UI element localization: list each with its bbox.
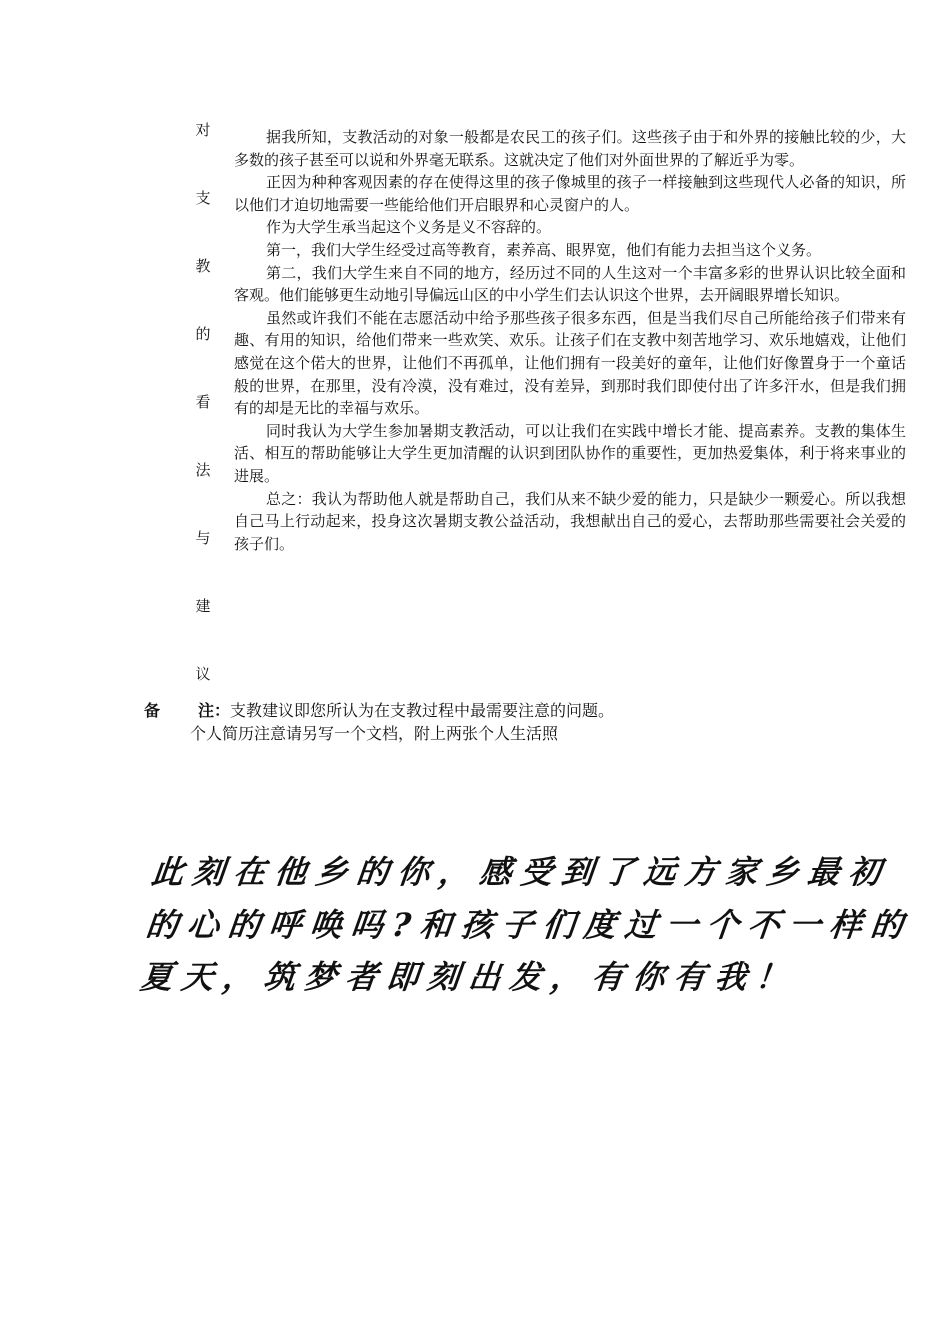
paragraph: 作为大学生承当起这个义务是义不容辞的。 <box>266 218 552 237</box>
side-label-char: 与 <box>195 529 211 547</box>
opinion-body <box>234 126 906 555</box>
side-label-char: 教 <box>195 257 211 275</box>
remark-text: 支教建议即您所认为在支教过程中最需要注意的问题。 <box>230 701 615 720</box>
slogan <box>138 846 914 1004</box>
slogan-line: 此刻在他乡的你，感受到了远方家乡最初 <box>149 853 892 891</box>
paragraph: 据我所知，支教活动的对象一般都是农民工的孩子们。这些孩子由于和外界的接触比较的少，大多数的孩子甚至可以说和外界毫无联系。这就决定了他们对外面世界的了解近乎为零。 <box>234 128 906 169</box>
paragraph: 正因为种种客观因素的存在使得这里的孩子像城里的孩子一样接触到这些现代人必备的知识，所以他们才迫切地需要一些能给他们开启眼界和心灵窗户的人。 <box>234 173 906 214</box>
slogan-line: 夏天，筑梦者即刻出发，有你有我！ <box>138 958 799 996</box>
side-label-char: 议 <box>195 665 211 683</box>
remark-label <box>144 701 230 720</box>
resume-note: 个人简历注意请另写一个文档，附上两张个人生活照 <box>190 724 559 743</box>
paragraph: 同时我认为大学生参加暑期支教活动，可以让我们在实践中增长才能、提高素养。支教的集体生活、相互的帮助能够让大学生更加清醒的认识到团队协作的重要性，更加热爱集体，利于将来事业的进展。 <box>234 421 906 485</box>
remark-line <box>144 700 864 722</box>
paragraph: 虽然或许我们不能在志愿活动中给予那些孩子很多东西，但是当我们尽自己所能给孩子们带来有趣、有用的知识，给他们带来一些欢笑、欢乐。让孩子们在支教中刻苦地学习、欢乐地嬉戏，让他们感觉在这个偌大的世界，让他们不再孤单，让他们拥有一段美好的童年，让他们好像置身于一个童话般的世界，在那里，没有冷漠，没有难过，没有差异，到那时我们即使付出了许多汗水，但是我们拥有的却是无比的幸福与欢乐。 <box>234 308 906 418</box>
side-label-char: 法 <box>195 461 211 479</box>
side-label-char: 对 <box>195 121 211 139</box>
side-label-char: 支 <box>195 189 211 207</box>
side-label-char: 看 <box>195 393 211 411</box>
paragraph: 总之：我认为帮助他人就是帮助自己，我们从来不缺少爱的能力，只是缺少一颗爱心。所以我想自己马上行动起来，投身这次暑期支教公益活动，我想献出自己的爱心，去帮助那些需要社会关爱的孩子们。 <box>234 489 906 553</box>
slogan-line: 的心的呼唤吗?和孩子们度过一个不一样的 <box>144 905 914 944</box>
remark-label-part: 备 <box>144 701 161 720</box>
remark-label-part: 注： <box>198 701 231 720</box>
paragraph: 第二，我们大学生来自不同的地方，经历过不同的人生这对一个丰富多彩的世界认识比较全面和客观。他们能够更生动地引导偏远山区的中小学生们去认识这个世界，去开阔眼界增长知识。 <box>234 263 906 305</box>
side-label-char: 建 <box>195 597 211 615</box>
side-label-char: 的 <box>195 325 211 343</box>
paragraph: 第一，我们大学生经受过高等教育，素养高、眼界宽，他们有能力去担当这个义务。 <box>266 240 822 259</box>
